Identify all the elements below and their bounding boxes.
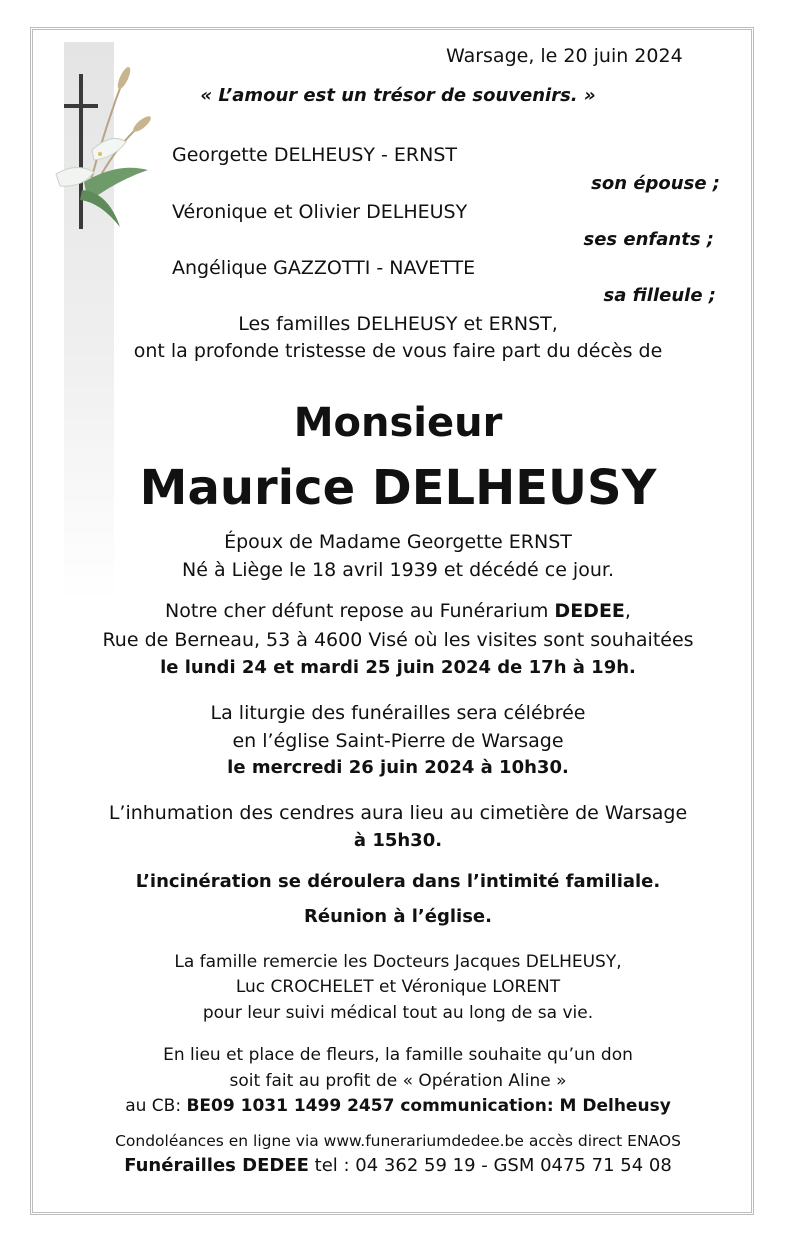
burial-time: à 15h30. [353, 830, 443, 851]
donation-line: soit fait au profit de « Opération Aline » [229, 1071, 567, 1091]
visitation-prefix: Notre cher défunt repose au Funérarium [165, 600, 555, 622]
funeral-home-name: DEDEE [554, 600, 625, 622]
visitation-address: Rue de Berneau, 53 à 4600 Visé où les visites sont souhaitées [102, 629, 694, 651]
deceased-name: Maurice DELHEUSY [139, 460, 657, 516]
family-name: Véronique et Olivier DELHEUSY [172, 201, 468, 223]
deceased-title: Monsieur [293, 400, 503, 446]
family-name: Georgette DELHEUSY - ERNST [172, 144, 457, 166]
quote: « L’amour est un trésor de souvenirs. » [200, 85, 596, 106]
donation-account [0, 1096, 796, 1116]
thanks-line: La famille remercie les Docteurs Jacques DELHEUSY, [174, 952, 622, 972]
account-number: BE09 1031 1499 2457 communication: M Delheusy [186, 1096, 671, 1116]
place-date: Warsage, le 20 juin 2024 [446, 45, 683, 67]
visitation-suffix: , [624, 600, 631, 622]
birth-death-line: Né à Liège le 18 avril 1939 et décédé ce jour. [182, 559, 614, 581]
liturgy-line: La liturgie des funérailles sera célébrée [210, 702, 586, 724]
visitation-line [0, 600, 796, 622]
burial-line: L’inhumation des cendres aura lieu au cimetière de Warsage [108, 802, 688, 824]
spouse-line: Époux de Madame Georgette ERNST [224, 531, 572, 553]
family-relation: ses enfants ; [583, 229, 714, 250]
incineration-notice: L’incinération se déroulera dans l’intimité familiale. [135, 871, 661, 892]
thanks-line: pour leur suivi médical tout au long de sa vie. [202, 1003, 594, 1023]
announcement-intro: ont la profonde tristesse de vous faire part du décès de [133, 340, 663, 362]
family-relation: son épouse ; [591, 173, 720, 194]
liturgy-datetime: le mercredi 26 juin 2024 à 10h30. [227, 757, 569, 778]
family-name: Angélique GAZZOTTI - NAVETTE [172, 257, 476, 279]
liturgy-church: en l’église Saint-Pierre de Warsage [232, 730, 564, 752]
reunion-notice: Réunion à l’église. [304, 906, 492, 927]
visitation-schedule: le lundi 24 et mardi 25 juin 2024 de 17h à 19h. [160, 657, 636, 678]
donation-line: En lieu et place de fleurs, la famille souhaite qu’un don [163, 1045, 633, 1065]
condolences-line: Condoléances en ligne via www.funerariumdedee.be accès direct ENAOS [115, 1132, 681, 1150]
footer-contact [0, 1155, 796, 1176]
account-prefix: au CB: [125, 1096, 187, 1116]
families-line: Les familles DELHEUSY et ERNST, [238, 313, 558, 335]
family-relation: sa filleule ; [603, 285, 716, 306]
contact-phones: tel : 04 362 59 19 - GSM 0475 71 54 08 [308, 1155, 672, 1176]
company-name: Funérailles DEDEE [124, 1155, 309, 1176]
thanks-line: Luc CROCHELET et Véronique LORENT [235, 977, 561, 997]
